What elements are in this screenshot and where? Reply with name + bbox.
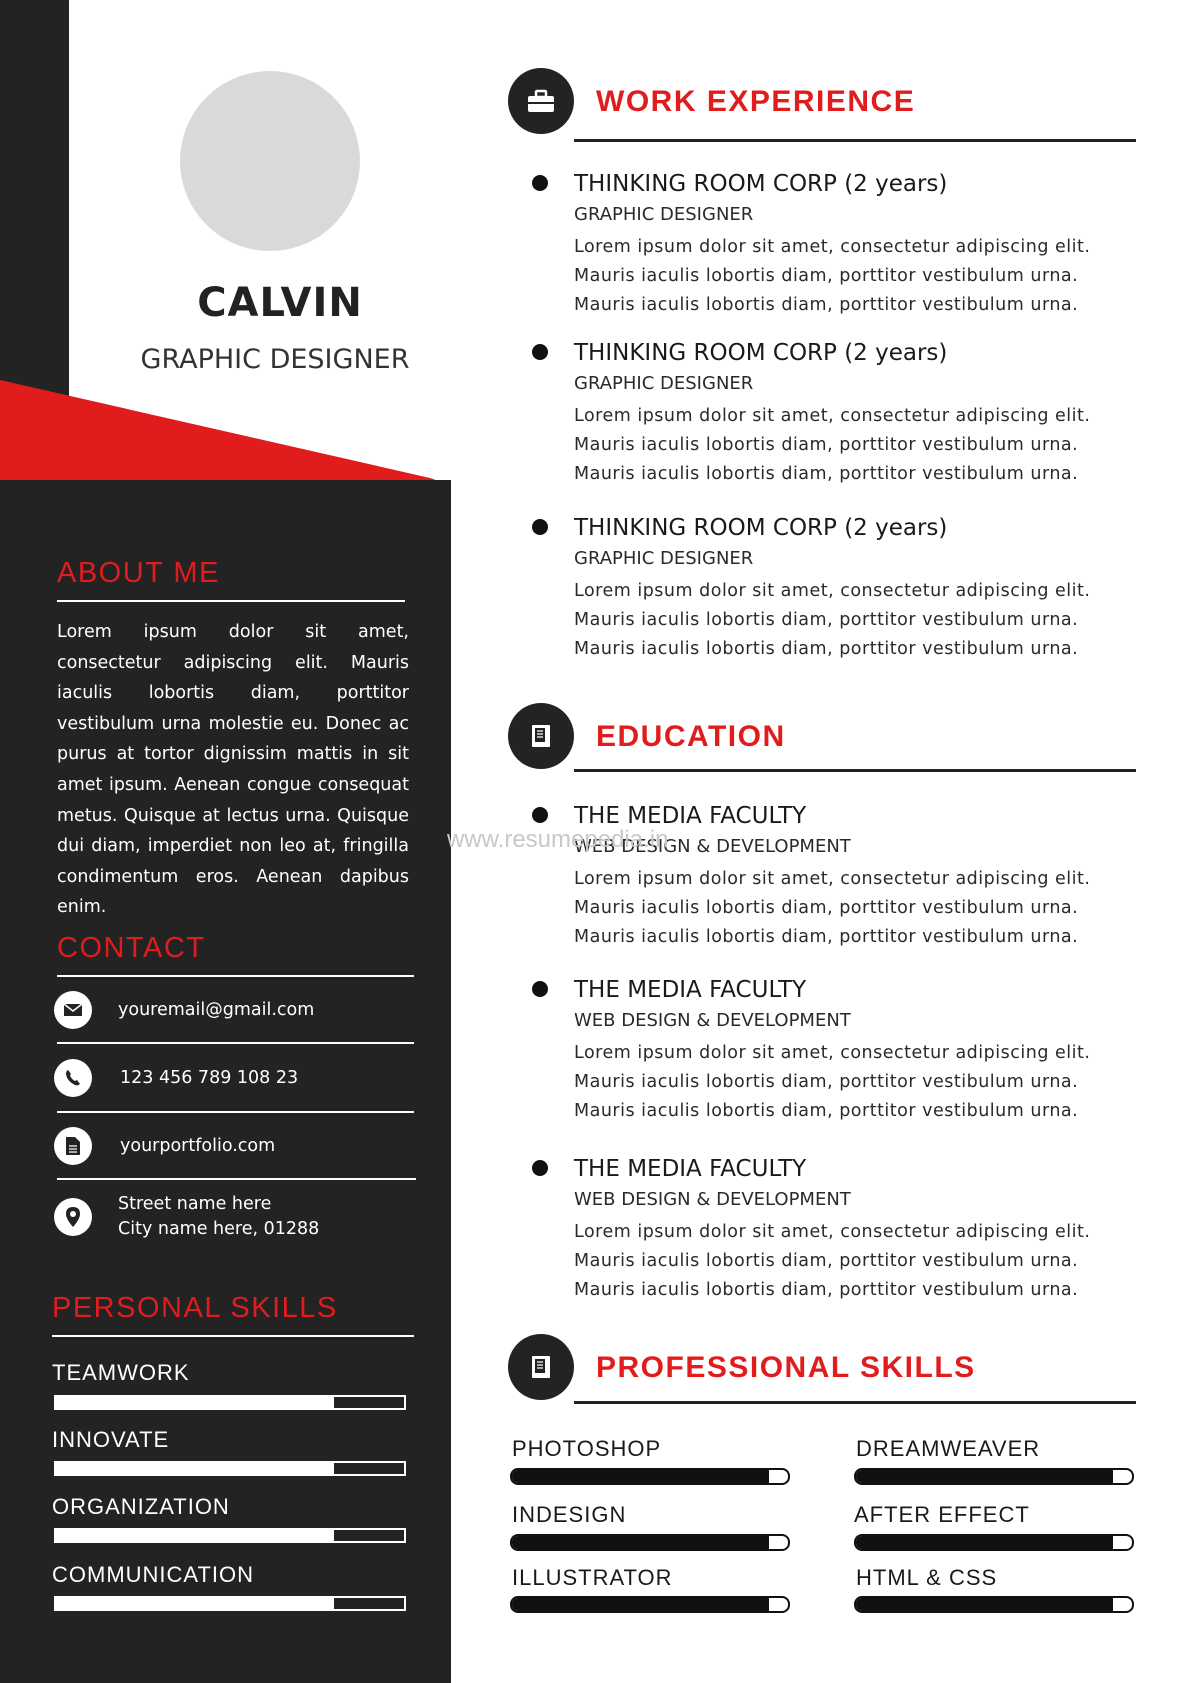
skill-label: TEAMWORK <box>52 1360 190 1385</box>
school-name: THE MEDIA FACULTY <box>574 977 807 1003</box>
skill-bar <box>54 1461 406 1476</box>
description-line: Lorem ipsum dolor sit amet, consectetur adipiscing elit. <box>574 237 1091 257</box>
school-name: THE MEDIA FACULTY <box>574 803 807 829</box>
education-entry <box>574 1154 1144 1305</box>
job-title: GRAPHIC DESIGNER <box>574 373 754 394</box>
bullet-dot <box>532 1160 548 1176</box>
contact-phone <box>54 1059 414 1097</box>
skill-fill <box>56 1397 334 1408</box>
description-line: Mauris iaculis lobortis diam, porttitor vestibulum urna. <box>574 1280 1079 1300</box>
education-description <box>574 1039 1144 1126</box>
pro-skill-bar <box>854 1534 1134 1551</box>
description-line: Mauris iaculis lobortis diam, porttitor vestibulum urna. <box>574 1101 1079 1121</box>
pro-skill-fill <box>512 1598 769 1611</box>
bullet-dot <box>532 981 548 997</box>
bullet-dot <box>532 807 548 823</box>
candidate-title: GRAPHIC DESIGNER <box>140 344 410 375</box>
envelope-icon <box>54 991 92 1029</box>
pro-skill-fill <box>512 1470 769 1483</box>
work-entry <box>574 513 1144 664</box>
skill-fill <box>56 1598 334 1609</box>
watermark-text: www.resumepedia.in <box>447 826 669 853</box>
description-line: Lorem ipsum dolor sit amet, consectetur adipiscing elit. <box>574 406 1091 426</box>
skill-label: INNOVATE <box>52 1427 170 1452</box>
contact-divider <box>57 1042 414 1044</box>
book-icon <box>508 1334 574 1400</box>
work-entry <box>574 338 1144 489</box>
education-description <box>574 865 1144 952</box>
skill-fill <box>56 1463 334 1474</box>
portfolio-link[interactable]: yourportfolio.com <box>120 1135 276 1156</box>
description-line: Mauris iaculis lobortis diam, porttitor vestibulum urna. <box>574 1251 1079 1271</box>
pro-skill-label: PHOTOSHOP <box>512 1436 662 1461</box>
contact-rule <box>57 975 414 977</box>
pro-skill-bar <box>510 1596 790 1613</box>
pro-skill-bar <box>510 1468 790 1485</box>
description-line: Mauris iaculis lobortis diam, porttitor vestibulum urna. <box>574 639 1079 659</box>
about-heading: ABOUT ME <box>57 557 220 589</box>
description-line: Lorem ipsum dolor sit amet, consectetur adipiscing elit. <box>574 1043 1091 1063</box>
skill-label: COMMUNICATION <box>52 1562 255 1587</box>
pro-skill-fill <box>512 1536 769 1549</box>
work-rule <box>574 139 1136 142</box>
description-line: Mauris iaculis lobortis diam, porttitor vestibulum urna. <box>574 464 1079 484</box>
bullet-dot <box>532 175 548 191</box>
skill-bar <box>54 1395 406 1410</box>
contact-email <box>54 991 414 1029</box>
education-rule <box>574 769 1136 772</box>
pro-skill-label: INDESIGN <box>512 1502 627 1527</box>
briefcase-icon <box>508 68 574 134</box>
description-line: Mauris iaculis lobortis diam, porttitor vestibulum urna. <box>574 266 1079 286</box>
description-line: Mauris iaculis lobortis diam, porttitor vestibulum urna. <box>574 295 1079 315</box>
professional-skills-rule <box>574 1401 1136 1404</box>
education-entry <box>574 801 1144 952</box>
pro-skill-bar <box>854 1468 1134 1485</box>
professional-skills-heading: PROFESSIONAL SKILLS <box>596 1351 976 1384</box>
skill-bar <box>54 1528 406 1543</box>
school-name: THE MEDIA FACULTY <box>574 1156 807 1182</box>
sidebar-top-strip <box>0 0 69 400</box>
pro-skill-fill <box>856 1536 1113 1549</box>
contact-divider <box>57 1178 416 1180</box>
degree-name: WEB DESIGN & DEVELOPMENT <box>574 1010 851 1031</box>
bullet-dot <box>532 344 548 360</box>
description-line: Mauris iaculis lobortis diam, porttitor vestibulum urna. <box>574 610 1079 630</box>
description-line: Mauris iaculis lobortis diam, porttitor vestibulum urna. <box>574 927 1079 947</box>
phone-icon <box>54 1059 92 1097</box>
personal-skills-rule <box>52 1335 414 1337</box>
pro-skill-fill <box>856 1598 1113 1611</box>
education-description <box>574 1218 1144 1305</box>
contact-divider <box>57 1111 414 1113</box>
pro-skill-bar <box>510 1534 790 1551</box>
address-line2: City name here, 01288 <box>118 1219 320 1239</box>
skill-fill <box>56 1530 334 1541</box>
about-text: Lorem ipsum dolor sit amet, consectetur adipiscing elit. Mauris iaculis lobortis diam, porttitor vestibulum urna molestie eu. Donec ac purus at tortor dignissim mattis in sit amet ipsum. Aenean congue consequat metus. Quisque at lectus urna. Quisque dui diam, imperdiet non leo at, fringilla condimentum eros. Aenean dapibus enim. <box>57 622 409 918</box>
skill-bar <box>54 1596 406 1611</box>
address-line1: Street name here <box>118 1194 272 1214</box>
job-description <box>574 402 1144 489</box>
job-title: GRAPHIC DESIGNER <box>574 204 754 225</box>
description-line: Mauris iaculis lobortis diam, porttitor vestibulum urna. <box>574 898 1079 918</box>
education-entry <box>574 975 1144 1126</box>
email-text[interactable]: youremail@gmail.com <box>118 999 315 1020</box>
personal-skills-heading: PERSONAL SKILLS <box>52 1292 338 1324</box>
contact-portfolio <box>54 1127 414 1165</box>
job-description <box>574 577 1144 664</box>
pro-skill-label: DREAMWEAVER <box>856 1436 1041 1461</box>
company-name: THINKING ROOM CORP (2 years) <box>574 515 948 541</box>
address-text <box>118 1192 319 1242</box>
pro-skill-bar <box>854 1596 1134 1613</box>
about-rule <box>57 600 405 602</box>
description-line: Mauris iaculis lobortis diam, porttitor vestibulum urna. <box>574 435 1079 455</box>
description-line: Lorem ipsum dolor sit amet, consectetur adipiscing elit. <box>574 581 1091 601</box>
work-experience-heading: WORK EXPERIENCE <box>596 85 916 118</box>
company-name: THINKING ROOM CORP (2 years) <box>574 340 948 366</box>
job-title: GRAPHIC DESIGNER <box>574 548 754 569</box>
company-name: THINKING ROOM CORP (2 years) <box>574 171 948 197</box>
pro-skill-fill <box>856 1470 1113 1483</box>
education-heading: EDUCATION <box>596 720 786 753</box>
description-line: Lorem ipsum dolor sit amet, consectetur adipiscing elit. <box>574 869 1091 889</box>
document-icon <box>54 1127 92 1165</box>
book-icon <box>508 703 574 769</box>
skill-label: ORGANIZATION <box>52 1494 230 1519</box>
phone-text[interactable]: 123 456 789 108 23 <box>120 1067 299 1088</box>
description-line: Mauris iaculis lobortis diam, porttitor vestibulum urna. <box>574 1072 1079 1092</box>
pro-skill-label: HTML & CSS <box>856 1565 998 1590</box>
description-line: Lorem ipsum dolor sit amet, consectetur adipiscing elit. <box>574 1222 1091 1242</box>
degree-name: WEB DESIGN & DEVELOPMENT <box>574 1189 851 1210</box>
bullet-dot <box>532 519 548 535</box>
contact-heading: CONTACT <box>57 932 206 964</box>
candidate-name: CALVIN <box>197 280 363 326</box>
profile-photo-placeholder <box>180 71 360 251</box>
pro-skill-label: ILLUSTRATOR <box>512 1565 673 1590</box>
work-entry <box>574 169 1144 320</box>
contact-address <box>54 1192 414 1242</box>
job-description <box>574 233 1144 320</box>
pro-skill-label: AFTER EFFECT <box>854 1502 1030 1527</box>
location-pin-icon <box>54 1198 92 1236</box>
degree-name: WEB DESIGN & DEVELOPMENT <box>574 836 851 857</box>
